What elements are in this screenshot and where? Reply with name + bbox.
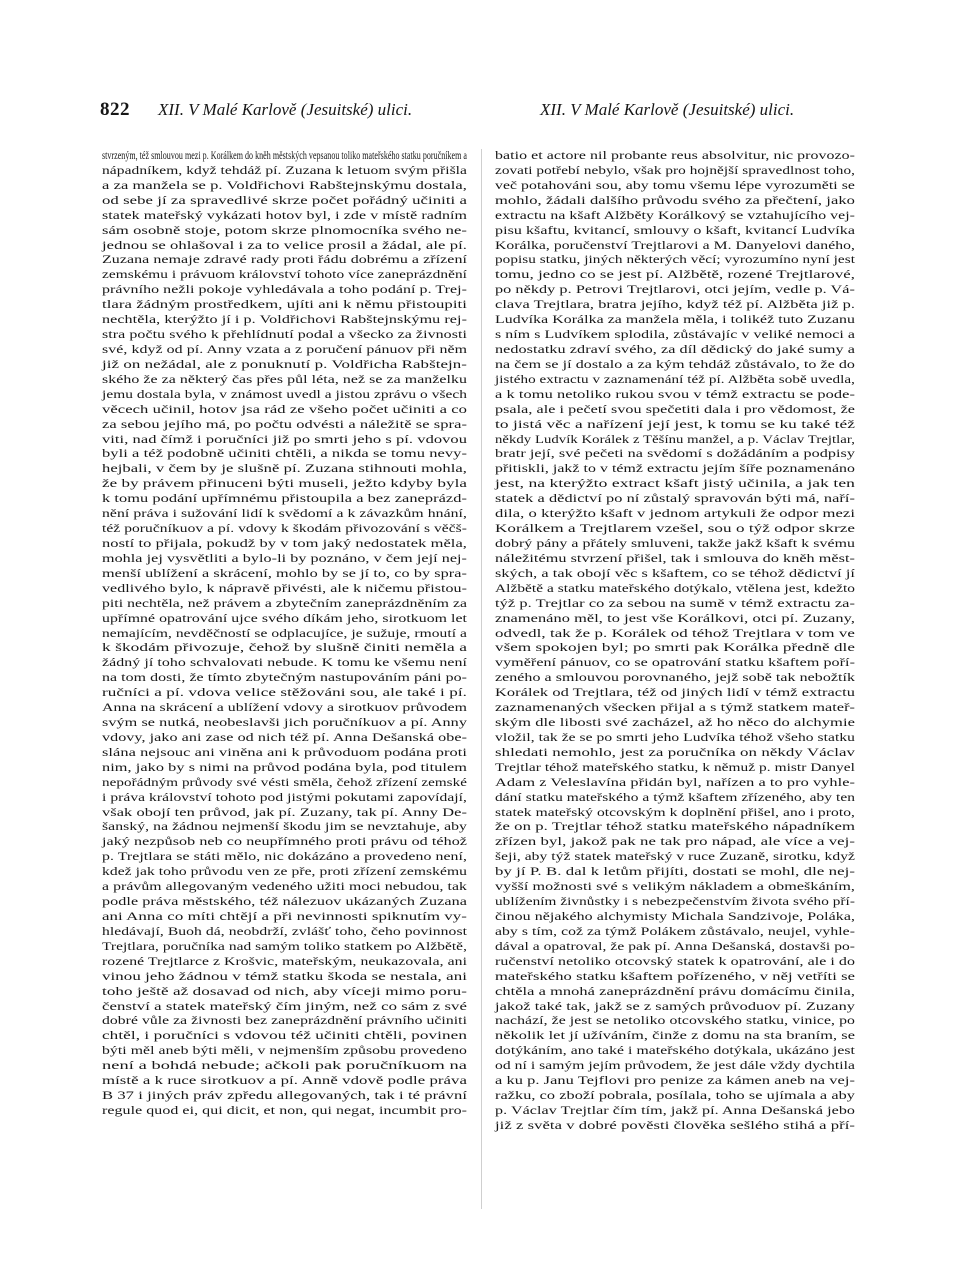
text-line: viti, nad čímž i poručníci již po smrti jeho s pí. vdovou [102,433,467,446]
text-line: šanský, na žádnou nejmenší škodu jim se nevztahuje, aby [102,821,467,834]
text-line: že by právem přinuceni býti museli, ježto kdyby byla [102,478,467,491]
text-line: mateřského statku kšaftem pořízeného, v něj vetříti se [495,970,855,983]
text-line: zřízen byl, jakož pak ne tak pro nápad, ale více a vej- [495,836,855,849]
text-line: ručníci a pí. vdova velice stěžováni sou, ale také i pí. [102,687,467,700]
text-line: stra počtu svého k přehlídnutí podal a všecko za živnosti [102,329,467,342]
text-line: statek a dědictví po ní zůstalý spravován býti má, naří- [495,493,855,506]
text-line: a ku p. Janu Tejflovi pro penize za kámen aneb na vej- [495,1075,855,1088]
text-line: batio et actore nil probante reus absolvitur, nic provozo- [495,150,855,162]
text-line: též poručníkuov a pí. vdovy k škodám přivozování s věčš- [102,523,467,536]
text-line: clava Trejtlara, bratra jejího, když též pí. Alžběta již p. [495,299,855,312]
text-line: i práva království tohoto pod jistými pokutami zapovídají, [102,791,467,804]
text-line: ských, a tak obojí věc s kšaftem, co se téhož dědictví jí [495,567,855,580]
text-line: kdež jak toho průvodu ven ze pře, proti zřízení zemskému [102,866,467,879]
text-line: nění práva i sužování lidí k svědomí a k závazkům hnání, [102,508,467,521]
text-line: přitiskli, jakž to v témž extractu jejím šíře poznamenáno [495,463,855,476]
text-line: tomu, jedno co se jest pí. Alžbětě, rozené Trejtlarové, [495,269,855,282]
text-line: na čem se jí dostalo a za kým tehdáž zůstávalo, to že do [495,358,855,371]
text-line: ského že za některý čas přes půl léta, než se za manželku [102,373,467,386]
text-line: dotýkáním, ano také i mateřského dotýkala, ukázáno jest [495,1045,855,1058]
text-line: hledávají, Buoh dá, neobdrží, zvlášť toho, čeho povinnost [102,925,467,938]
text-line: vyšší možnosti své s velikým nákladem a obmeškáním, [495,881,855,894]
text-line: k škodám přivozuje, čehož by slušně činiti neměla a [102,642,467,655]
text-line: chtěl, i poručníci s vdovou též učiniti chtěli, povinen [102,1030,467,1043]
text-line: nachází, že jest se netoliko otcovského statku, vinice, po [495,1015,855,1028]
text-line: místě a k ruce sirotkuov a pí. Anně vdově podle práva [102,1075,467,1088]
text-line: několik let jí užíváním, činže z domu na sta braním, se [495,1030,855,1043]
text-line: však obojí ten průvod, jak pí. Zuzany, tak pí. Anny De- [102,806,467,819]
text-line: dával a opatroval, že pak pí. Anna Dešanská, dostavši po- [495,940,855,953]
text-line: statek mateřský otcovským k doplnění přišel, ano i proto, [495,806,855,819]
text-line: s ním s Ludvíkem splodila, zůstávajíc v veliké nemoci a [495,329,855,342]
text-line: ražku, co zboží pobrala, posílala, toho se ujímala a aby [495,1090,855,1103]
text-line: náležitému stvrzení přišel, tak i smlouva do kněh měst- [495,552,855,565]
text-line: vinou jeho žádnou v témž statku škoda se nestala, ani [102,970,467,983]
text-line: psala, ale i pečetí svou spečetiti dala i pro vědomost, že [495,403,855,416]
text-line: jaký nezpůsob neb co neupřímného proti právu od téhož [102,836,467,849]
text-line: a právům allegovaným vedeného užiti moci nebudou, tak [102,881,467,894]
text-line: týž p. Trejtlar co za sebou na sumě v témž extractu za- [495,597,855,610]
text-line: všem spokojen byl; po smrti pak Korálka předně dle [495,642,855,655]
page-number: 822 [100,99,130,120]
text-line: mohlo, žádali dalšího průvodu svého za přečtení, jako [495,194,855,207]
text-line: by jí P. B. dal k letům přijíti, dostati se mohl, dle nej- [495,866,855,879]
text-line: Trejtlara, poručníka nad samým toliko statkem po Alžbětě, [102,940,467,953]
text-line: za sebou jejího má, po počtu odvésti a náležitě se spra- [102,418,467,431]
text-line: več potahováni sou, aby tomu všemu lépe vyrozuměti se [495,179,855,192]
text-line: aby s tím, což za týmž Polákem zůstávalo, neujel, vyhle- [495,925,855,938]
text-line: zemskému i právuom království tohoto více zaneprázdnění [102,269,467,282]
text-line: jednou se ohlašoval i za to velice prosil a žádal, ale pí. [102,239,467,252]
text-line: Ludvíka Korálka za manžela měla, i tolikéž tuto Zuzanu [495,314,855,327]
text-line: zaznamenaných všecken přijal a s týmž statkem mateř- [495,702,855,715]
text-line: jakož také tak, jakž se z samých průvoduov pí. Zuzany [495,1000,855,1013]
text-line: od ní i samým jejím průvodem, že jest dále vždy dychtila [495,1060,855,1073]
text-line: nechtěla, kterýžto jí i p. Voldřichovi Rabštejnskýmu rej- [102,314,467,327]
text-line: chtěla a mnohá zaneprázdnění právu domácímu činila, [495,985,855,998]
text-line: dobrý pány a přátely smluveni, takže jakž kšaft k svému [495,537,855,550]
text-line: Anna na skrácení a ublížení vdovy a sirotkuov průvodem [102,702,467,715]
column-divider [481,149,482,1209]
text-line: mohla jej vysvětliti a bylo-li by poznáno, v čem její nej- [102,552,467,565]
text-line: p. Václav Trejtlar čím tím, jakž pí. Anna Dešanská jebo [495,1105,855,1117]
text-line: nedostatku zdraví svého, za díl dědický do jaké sumy a [495,343,855,356]
text-line: dání statku mateřského a týmž kšaftem zřízeného, aby ten [495,791,855,804]
text-line: byli a též podobně učiniti chtěli, a nikda se tomu nevy- [102,448,467,461]
text-line: hejbali, v čem by je slušně pí. Zuzana stihnouti mohla, [102,463,467,476]
text-line: není a bohdá nebude; ačkoli pak poručníkuom na [102,1060,467,1073]
text-line: vyměření pánuov, co se opatrování statku kšaftem poří- [495,657,855,670]
text-line: extractu na kšaft Alžběty Korálkový se vztahujícího vej- [495,209,855,222]
text-line: Alžbětě a statku mateřského dotýkalo, vtělena jest, kdežto [495,582,855,595]
text-line: Adam z Veleslavína přidán byl, nařízen a to pro vyhle- [495,776,855,789]
text-line: Trejtlar téhož mateřského statku, k němuž p. mistr Danyel [495,761,855,774]
text-line: již z světa v dobré pověsti člověka sešlého stihá a pří- [495,1119,855,1132]
text-line: již on nežádal, ale z ponuknutí p. Voldřicha Rabštejn- [102,358,467,371]
text-line: jest, na kterýžto extract kšaft jistý učinila, a jak ten [495,478,855,491]
text-line: svým se nutká, neobeslavši jich poručníkuov a pí. Anny [102,717,467,730]
text-line: dila, o kterýžto kšaft v jednom artykuli že odpor mezi [495,508,855,521]
text-line: Korálkem a Trejtlarem vzešel, sou o týž odpor skrze [495,523,855,536]
text-line: na tom dosti, že tímto zbytečným nastupováním páni po- [102,672,467,685]
text-line: zeného a smlouvou porovnaného, jejž sobě tak nebožtík [495,672,855,685]
text-line: čenství a statek mateřský čím jiným, než co sám z své [102,1000,467,1013]
text-line: žádný jí toho schvalovati nebude. K tomu ke všemu není [102,657,467,670]
text-line: k tomu podání upřímnému přistoupila a bez zaneprázd- [102,493,467,506]
text-line: shledati nemohlo, jest za poručníka on někdy Václav [495,746,855,759]
text-line: a k tomu netoliko rukou svou v témž extractu se pode- [495,388,855,401]
text-line: zovati potřebí nebylo, však pro hojnější spravedlnost toho, [495,164,855,177]
text-line: dobré vůle za živnosti bez zaneprázdnění právního učiniti [102,1015,467,1028]
text-line: po někdy p. Petrovi Trejtlarovi, otci jejím, vedle p. Vá- [495,284,855,297]
text-line: regule quod ei, qui dicit, et non, qui negat, incumbit pro- [102,1105,467,1117]
running-title-left: XII. V Malé Karlově (Jesuitské) ulici. [158,100,413,119]
text-line: někdy Ludvík Korálek z Těšínu manžel, a p. Václav Trejtlar, [495,433,855,446]
text-line: ností to přijala, pokudž by v tom jaký nedostatek měla, [102,537,467,550]
text-line: piti nechtěla, než právem a zbytečním zaneprázdněním za [102,597,467,610]
text-line: nemajícím, nevděčností se odplacujíce, je sužuje, rmoutí a [102,627,467,640]
text-line: upřímné opatrování ujce svého díkám jeho, sirotkuom let [102,612,467,625]
text-line: Korálek od Trejtlara, též od jiných lidí v témž extractu [495,687,855,700]
text-line: věcech učinil, hotov jsa rád ze všeho počet učiniti a co [102,403,467,416]
text-column-right [495,149,855,1134]
text-line: Zuzana nemaje zdravé rady proti řádu dobrému a zřízení [102,254,467,267]
text-line: vedlivého bylo, k nápravě přivésti, ale k ničemu přistou- [102,582,467,595]
text-line: šeji, aby týž statek mateřský v ruce Zuzaně, sirotku, když [495,851,855,864]
text-line: nápadníkem, když tehdáž pí. Zuzana k letuom svým přišla [102,164,467,177]
text-line: nepořádným průvody své vésti směla, čehož zřízení zemské [102,776,467,789]
text-line: jistého extractu v zaznamenání též pí. Alžběta sobě uvedla, [495,373,855,386]
text-line: B 37 i jiných práv zpředu allegovaných, tak i té právní [102,1090,467,1103]
text-line: pisu kšaftu, kvitancí, smlouvy o kšaft, kvitancí Ludvíka [495,224,855,237]
text-line: p. Trejtlara se státi mělo, nic dokázáno a provedeno není, [102,851,467,864]
text-line: ublížením živnůstky i s nebezpečenstvím života svého pří- [495,896,855,909]
text-line: jemu dostala byla, v známost uvedl a jistou zprávu o všech [102,388,467,401]
text-line: znamenáno měl, to jest vše Korálkovi, otci pí. Zuzany, [495,612,855,625]
text-line: menší ublížení a skrácení, mohlo by se jí to, co by spra- [102,567,467,580]
text-line: právního nežli pokoje vyhledávala a toho podání p. Trej- [102,284,467,297]
text-line: popisu statku, jiných některých věcí; vyrozumíno nyní jest [495,254,855,267]
text-line: odvedl, tak že p. Korálek od téhož Trejtlara v tom ve [495,627,855,640]
text-line: statek mateřský vykázati hotov byl, i zde v místě radním [102,209,467,222]
text-line: ským dle libosti své zacházel, až ho něco do alchymie [495,717,855,730]
running-header [80,97,900,123]
text-line: tlara žádným prostředkem, ujíti ani k němu přistoupiti [102,299,467,312]
text-line: nim, jako by s nimi na průvod podána byla, pod titulem [102,761,467,774]
text-column-left [102,149,467,1119]
text-line: od sebe jí za spravedlivé skrze počet pořádný učiniti a [102,194,467,207]
text-line: býti měl aneb býti měli, v nejmenším způsobu provedeno [102,1045,467,1058]
text-line: své, když od pí. Anny vzata a z poručení pánuov při něm [102,343,467,356]
text-line: to jistá věc a nařízení její jest, k tomu se ku také též [495,418,855,431]
text-line: ani Anna co míti chtějí a při nevinnosti spiknutím vy- [102,911,467,924]
text-line: sám osobně stoje, potom skrze plnomocníka svého ne- [102,224,467,237]
text-line: a za manžela se p. Voldřichovi Rabštejnskýmu dostala, [102,179,467,192]
text-line: podle práva městského, též nálezuov ukázaných Zuzana [102,896,467,909]
text-line: vdovy, jako ani zase od nich též pí. Anna Dešanská obe- [102,731,467,744]
running-title-right: XII. V Malé Karlově (Jesuitské) ulici. [540,100,795,119]
text-line: ručenství netoliko otcovský statek k opatrování, ale i do [495,955,855,968]
text-line: činou nějakého alchymisty Michala Sandzivoje, Poláka, [495,911,855,924]
text-line: rozené Trejtlarce z Krošvic, mateřským, neukazovala, ani [102,955,467,968]
text-line: bratr její, své pečeti na svědomí s dožádáním a podpisy [495,448,855,461]
text-line: stvrzeným, též smlouvou mezi p. Korálkem do kněh městských vepsanou toliko mateřského statku poručníkem a [102,150,467,162]
text-line: toho ještě až dosavad od nich, aby víceji mimo poru- [102,985,467,998]
text-line: slána nejsouc ani viněna ani k průvoduom podána proti [102,746,467,759]
text-line: vložil, tak že se po smrti jeho Ludvíka téhož všeho statku [495,731,855,744]
text-line: že on p. Trejtlar téhož statku mateřského nápadníkem [495,821,855,834]
text-line: Korálka, poručenství Trejtlarovi a M. Danyelovi daného, [495,239,855,252]
